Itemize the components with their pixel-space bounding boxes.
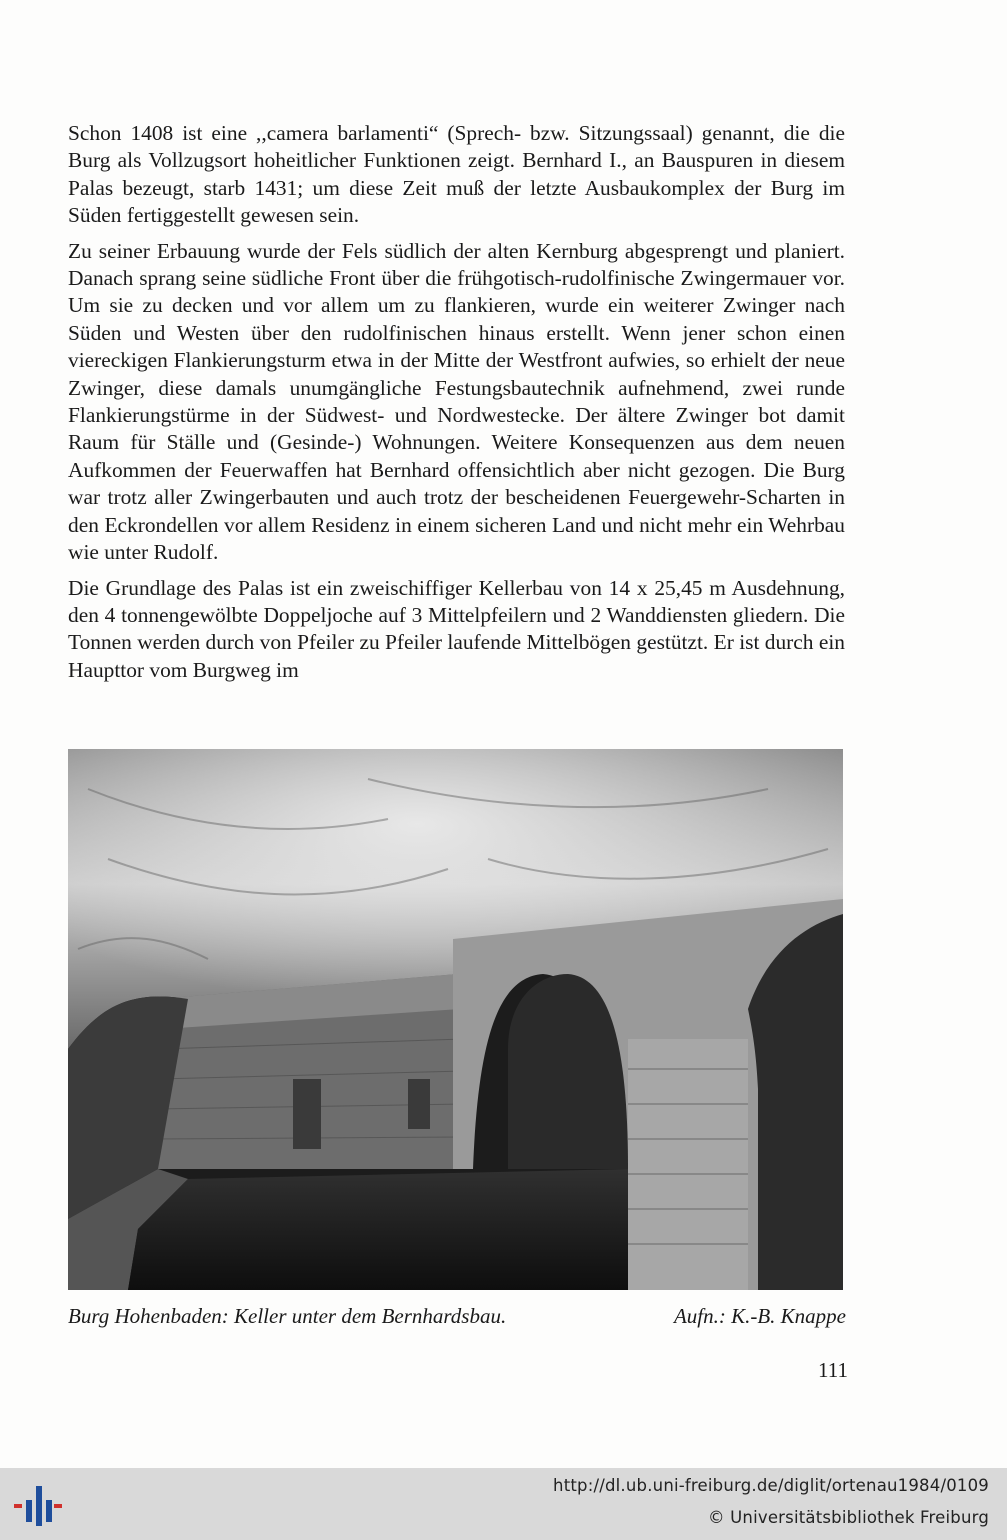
cellar-photograph [68,749,843,1290]
paragraph-2: Zu seiner Erbauung wurde der Fels südlich der alten Kernburg abgesprengt und planiert. Danach sprang seine südliche Front über die frühgotisch-rudolfinische Zwingermauer vor. Um sie zu decken und vor allem um zu flankieren, wurde ein weiterer Zwinger nach Süden und Westen über den rudolfinischen hinaus erstellt. Wenn jener schon einen viereckigen Flankierungsturm etwa in der Mitte der Westfront aufwies, so erhielt der neue Zwinger, diese damals unumgängliche Festungsbautechnik aufnehmend, zwei runde Flankierungstürme in der Südwest- und Nordwestecke. Der ältere Zwinger bot damit Raum für Ställe und (Gesinde-) Wohnungen. Weitere Konsequenzen aus dem neuen Aufkommen der Feuerwaffen hat Bernhard offensichtlich aber nicht gezogen. Die Burg war trotz aller Zwingerbauten und auch trotz der bescheidenen Feuergewehr-Scharten in den Eckrondellen vor allem Residenz in einem sicheren Land und nicht mehr ein Wehrbau wie unter Rudolf. [68,238,845,565]
body-text [68,120,845,692]
paragraph-1: Schon 1408 ist eine ,,camera barlamenti“ (Sprech- bzw. Sitzungssaal) genannt, die die Burg als Vollzugsort hoheitlicher Funktionen zeigt. Bernhard I., an Bauspuren in diesem Palas bezeugt, starb 1431; um diese Zeit muß der letzte Ausbaukomplex der Burg im Süden fertiggestellt gewesen sein. [68,121,845,228]
page-number: 111 [818,1358,848,1382]
caption-credit: Aufn.: K.-B. Knappe [673,1304,846,1328]
photo-caption [68,1302,846,1330]
caption-title: Burg Hohenbaden: Keller unter dem Bernhardsbau. [68,1304,507,1328]
ub-freiburg-logo-icon [12,1482,64,1530]
source-url-link[interactable]: http://dl.ub.uni-freiburg.de/diglit/ortenau1984/0109 [553,1476,989,1495]
copyright-notice: © Universitätsbibliothek Freiburg [707,1508,989,1527]
paragraph-3: Die Grundlage des Palas ist ein zweischiffiger Kellerbau von 14 x 25,45 m Ausdehnung, den 4 tonnengewölbte Doppeljoche auf 3 Mittelpfeilern und 2 Wanddiensten gliedern. Die Tonnen werden durch von Pfeiler zu Pfeiler laufende Mittelbögen gestützt. Er ist durch ein Haupttor vom Burgweg im [68,575,845,682]
footer-bar [0,1468,1007,1540]
